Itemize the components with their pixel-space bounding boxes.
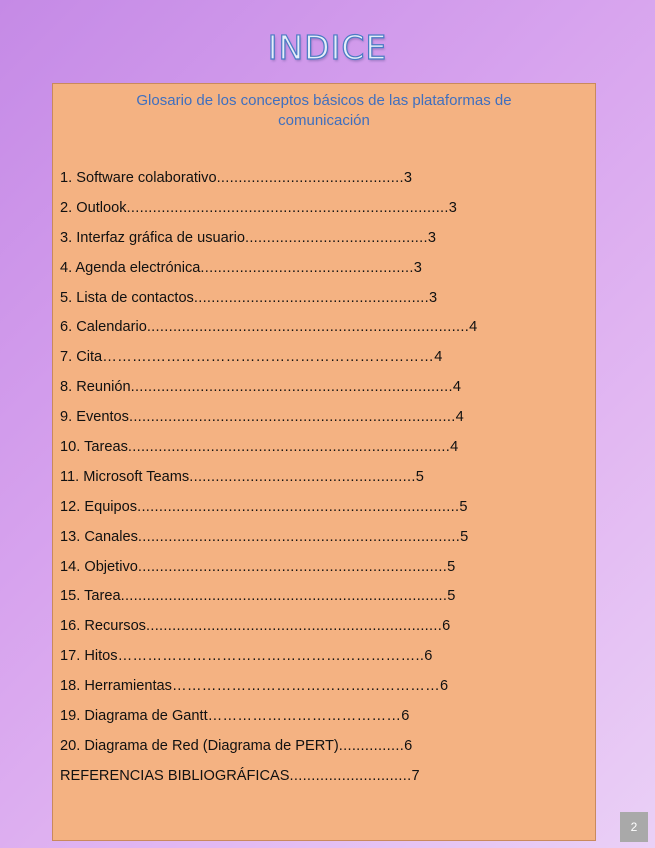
page-title: INDICE [267,28,388,67]
toc-entry[interactable] [60,529,580,559]
toc-entry-label: 12. Equipos [60,498,138,515]
toc-entry-label: 8. Reunión [60,379,131,396]
toc-entry[interactable] [60,618,580,648]
toc-entry-page: 5 [447,558,456,575]
toc-entry-label: 17. Hitos [60,648,118,665]
toc-entry[interactable] [60,230,580,260]
toc-entry[interactable] [60,260,580,290]
toc-entry-page: 4 [450,439,459,456]
toc-entry-page: 3 [413,259,422,276]
toc-entry-label: 16. Recursos [60,618,146,635]
toc-entry-label: 6. Calendario [60,319,147,336]
toc-entry-label: 3. Interfaz gráfica de usuario [60,229,245,246]
toc-entry-page: 3 [448,199,457,216]
toc-entry-label: 4. Agenda electrónica [60,259,201,276]
toc-entry-page: 6 [442,618,451,635]
toc-entry-leader: ...................................................... [193,289,430,306]
toc-entry-leader: ........................................................................... [128,409,456,426]
toc-entry[interactable] [60,409,580,439]
toc-entry-page: 4 [455,409,464,426]
toc-entry-page: 3 [403,170,412,186]
toc-entry[interactable] [60,379,580,409]
toc-entry-page: 7 [411,767,420,784]
toc-entry-leader: ........................................... [216,170,404,186]
toc-entry-leader: …………………………………………………….. [117,648,425,665]
toc-entry-page: 4 [452,379,461,396]
toc-entry-page: 5 [415,468,424,485]
toc-entry-leader: .................................................... [189,468,416,485]
toc-entry-leader: .......................................................................... [127,439,451,456]
toc-entry-leader: .................................................................... [145,618,443,635]
toc-entry-leader: ....................................................................... [137,558,448,575]
toc-entry-page: 6 [440,678,449,695]
toc-entry[interactable] [60,559,580,589]
toc-entry-leader: .......................................................................... [146,319,470,336]
toc-entry[interactable] [60,200,580,230]
table-of-contents [60,170,580,798]
toc-entry-label: 14. Objetivo [60,558,138,575]
toc-entry-page: 5 [459,498,468,515]
toc-entry-leader: ………………………………… [207,708,402,725]
index-panel [52,83,596,841]
toc-entry-page: 3 [429,289,438,306]
toc-entry-label: 5. Lista de contactos [60,289,194,306]
toc-entry-label: 2. Outlook [60,199,127,216]
toc-entry[interactable] [60,439,580,469]
toc-entry-leader: .......................................................................... [126,199,449,216]
toc-entry[interactable] [60,678,580,708]
toc-entry-leader: ............... [338,737,405,754]
toc-entry[interactable] [60,469,580,499]
toc-entry-leader: ........................................................................... [120,588,448,605]
page-number-badge: 2 [620,812,648,842]
toc-entry-label: 7. Cita [60,349,103,366]
toc-entry[interactable] [60,290,580,320]
toc-entry-label: 20. Diagrama de Red (Diagrama de PERT) [60,737,339,754]
toc-entry[interactable] [60,588,580,618]
toc-entry[interactable] [60,499,580,529]
subtitle-line: comunicación [278,112,370,129]
toc-entry-leader: ……….………………………………………………… [102,349,435,366]
toc-entry-leader: .......................................................................... [137,498,460,515]
toc-entry-label: 11. Microsoft Teams [60,468,190,485]
toc-entry-leader: ................................................. [200,259,414,276]
toc-entry-label: REFERENCIAS BIBLIOGRÁFICAS [60,767,290,784]
toc-entry-label: 13. Canales [60,528,138,545]
toc-entry-label: 10. Tareas [60,439,128,456]
toc-entry[interactable] [60,170,580,200]
toc-entry[interactable] [60,708,580,738]
toc-entry-page: 4 [434,349,443,366]
toc-entry-page: 6 [424,648,433,665]
toc-entry-leader: .......................................... [244,229,428,246]
toc-entry-leader: ……………………………………………… [171,678,441,695]
toc-entry-leader: .......................................................................... [130,379,453,396]
toc-entry-label: 19. Diagrama de Gantt [60,708,208,725]
toc-entry[interactable] [60,648,580,678]
toc-entry-page: 3 [427,229,436,246]
toc-entry-page: 5 [460,528,469,545]
toc-entry-label: 9. Eventos [60,409,129,426]
toc-entry-leader: ............................ [289,767,412,784]
toc-entry-page: 6 [404,737,413,754]
subtitle-line: Glosario de los conceptos básicos de las plataformas de [136,92,512,109]
toc-entry-leader: .......................................................................... [137,528,461,545]
toc-entry[interactable] [60,738,580,768]
toc-entry-page: 5 [447,588,456,605]
toc-entry[interactable] [60,319,580,349]
toc-entry[interactable] [60,349,580,379]
toc-entry-label: 1. Software colaborativo [60,170,217,186]
toc-entry-page: 4 [469,319,478,336]
toc-entry-label: 18. Herramientas [60,678,172,695]
toc-entry-page: 6 [401,708,410,725]
toc-entry-label: 15. Tarea [60,588,121,605]
toc-entry[interactable] [60,768,580,798]
glossary-subtitle [53,91,595,131]
